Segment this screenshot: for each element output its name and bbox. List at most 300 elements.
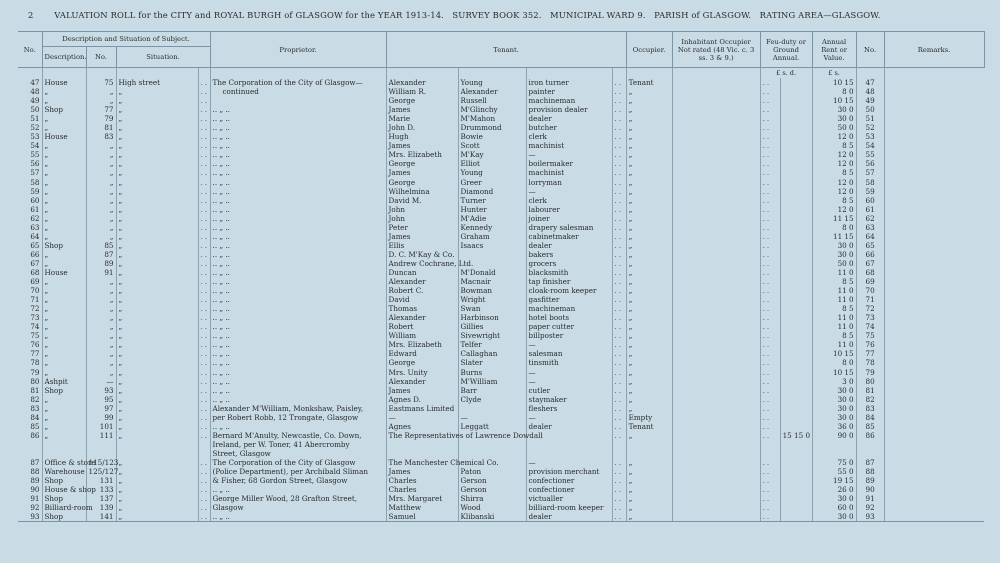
table-cell [672,187,760,196]
table-cell [672,214,760,223]
table-cell [884,440,984,449]
table-cell: Graham [458,232,526,241]
table-cell [672,105,760,114]
table-cell: „ [626,178,672,187]
table-cell: .. [612,87,626,96]
table-cell [780,241,812,250]
table-cell: „ [42,277,86,286]
col-proprietor: Proprietor. [210,32,386,68]
table-cell: „ [116,458,198,467]
table-cell: 53 [856,132,884,141]
table-cell: 8 5 [812,141,856,150]
table-cell [780,141,812,150]
col-description: Description. [42,47,86,68]
table-cell: .. „ .. [210,150,386,159]
table-cell: 66 [856,250,884,259]
table-cell: 10 15 [812,349,856,358]
table-cell [884,485,984,494]
table-cell: painter [526,87,612,96]
table-cell: Hugh [386,132,458,141]
table-cell: John [386,205,458,214]
table-cell: „ [86,87,116,96]
table-cell: 10 15 [812,78,856,87]
table-cell: „ [116,476,198,485]
table-cell: William [386,331,458,340]
table-cell [116,440,198,449]
table-cell [780,232,812,241]
table-cell: „ [626,358,672,367]
table-cell: .. [198,114,210,123]
table-cell [780,223,812,232]
table-row [18,223,984,232]
table-cell: „ [86,313,116,322]
table-cell: labourer [526,205,612,214]
table-cell: 48 [30,87,40,97]
table-cell [780,250,812,259]
col-rent: Annual Rent or Value. [812,32,856,68]
table-cell: .. [760,286,780,295]
table-cell: Telfer [458,340,526,349]
table-cell [884,241,984,250]
table-cell: .. [612,268,626,277]
table-cell [812,449,856,458]
table-cell: 30 0 [812,404,856,413]
table-cell [884,259,984,268]
table-cell: Mrs. Elizabeth [386,340,458,349]
table-cell: „ [626,196,672,205]
table-cell: Callaghan [458,349,526,358]
table-cell: „ [626,268,672,277]
table-cell: Drummond [458,123,526,132]
table-cell: 85 [86,241,116,250]
table-cell: Agnes [386,422,458,431]
col-no: No. [18,32,42,68]
table-cell: 71 [856,295,884,304]
table-cell: Greer [458,178,526,187]
table-cell: .. [198,132,210,141]
table-cell: 61 [856,205,884,214]
table-cell [884,232,984,241]
table-cell: „ [116,105,198,114]
table-cell [672,141,760,150]
table-cell: „ [116,132,198,141]
table-cell [672,449,760,458]
table-cell: 133 [86,485,116,494]
table-cell [780,105,812,114]
table-cell [672,467,760,476]
table-cell: .. [760,386,780,395]
table-cell: 74 [856,322,884,331]
table-cell [780,422,812,431]
table-cell: confectioner [526,485,612,494]
table-cell: 125/127 [86,467,116,476]
table-cell [780,132,812,141]
table-cell: „ [626,313,672,322]
table-cell: 51 [856,114,884,123]
table-cell: 93 [18,512,42,522]
table-cell: 63 [30,222,40,232]
table-cell: M'Glinchy [458,105,526,114]
table-cell: 79 [86,114,116,123]
table-cell: „ [116,431,198,440]
table-cell: blacksmith [526,268,612,277]
table-cell: .. [612,304,626,313]
table-row [18,241,984,250]
table-cell [780,331,812,340]
table-cell: Robert [386,322,458,331]
table-cell: 60 0 [812,503,856,512]
table-cell: boilermaker [526,159,612,168]
table-cell [780,214,812,223]
table-cell: „ [626,132,672,141]
table-cell: 8 5 [812,196,856,205]
table-cell: 51 [30,114,40,124]
table-cell: M'Mahon [458,114,526,123]
table-cell: Shop [42,494,86,503]
table-cell: .. [760,476,780,485]
table-cell [780,395,812,404]
table-cell: „ [116,386,198,395]
table-cell: .. [760,78,780,87]
table-cell: .. [760,313,780,322]
table-cell [760,440,780,449]
table-cell [780,485,812,494]
table-cell: Wood [458,503,526,512]
table-cell [626,449,672,458]
table-cell: fleshers [526,404,612,413]
table-cell: „ [116,313,198,322]
table-row [18,512,984,522]
table-cell [884,205,984,214]
table-cell: .. [198,340,210,349]
table-cell: .. [612,105,626,114]
table-cell [780,494,812,503]
table-cell: .. [760,268,780,277]
table-cell: 69 [30,277,40,287]
table-cell: .. [760,250,780,259]
table-cell: 93 [856,512,884,522]
table-cell: .. [760,494,780,503]
table-cell: „ [42,178,86,187]
table-cell: confectioner [526,476,612,485]
table-cell: „ [116,268,198,277]
table-cell [780,295,812,304]
table-cell: Shirra [458,494,526,503]
table-cell: „ [42,349,86,358]
table-cell: 56 [30,159,40,169]
table-cell [198,449,210,458]
table-cell [780,322,812,331]
table-cell: .. [612,485,626,494]
table-cell: .. [760,105,780,114]
table-cell: 8 5 [812,168,856,177]
table-cell: Paton [458,467,526,476]
table-cell: .. [612,476,626,485]
table-cell: .. [198,277,210,286]
table-cell: drapery salesman [526,223,612,232]
table-cell: 77 [856,349,884,358]
table-cell: „ [42,150,86,159]
table-cell [386,440,458,449]
table-cell: Turner [458,196,526,205]
table-cell: paper cutter [526,322,612,331]
parish: PARISH of GLASGOW. [654,10,752,20]
table-cell: 49 [30,96,40,106]
table-cell [884,223,984,232]
table-cell [884,386,984,395]
table-cell: cloak-room keeper [526,286,612,295]
table-cell: „ [626,241,672,250]
table-cell: Duncan [386,268,458,277]
table-cell: 59 [856,187,884,196]
table-cell: .. „ .. [210,132,386,141]
table-cell: .. [612,322,626,331]
table-row [18,349,984,358]
table-row [18,250,984,259]
table-cell [86,449,116,458]
table-cell: .. [198,123,210,132]
table-cell [458,250,526,259]
table-cell [884,159,984,168]
table-cell: „ [116,223,198,232]
table-cell: .. [198,395,210,404]
table-cell: .. [198,141,210,150]
table-cell [458,404,526,413]
table-cell [884,277,984,286]
table-cell: Glasgow [210,503,386,512]
table-cell: „ [116,286,198,295]
col-description-group: Description and Situation of Subject. [42,32,210,47]
table-cell [386,449,458,458]
table-cell [672,331,760,340]
table-cell: .. [760,114,780,123]
table-cell: Bowman [458,286,526,295]
table-cell: 12 0 [812,178,856,187]
table-cell [780,386,812,395]
table-cell: Swan [458,304,526,313]
table-cell: „ [42,304,86,313]
table-cell: „ [86,232,116,241]
table-cell: Harbinson [458,313,526,322]
table-cell: .. [198,223,210,232]
table-cell: Ireland, per W. Toner, 41 Abercromby [210,440,386,449]
table-cell [526,440,612,449]
table-cell: .. „ .. [210,178,386,187]
table-cell: „ [42,168,86,177]
table-cell [884,431,984,440]
table-cell [884,178,984,187]
table-cell: Eastmans Limited [386,404,458,413]
table-cell: provision merchant [526,467,612,476]
table-cell: „ [626,205,672,214]
table-cell: .. [760,503,780,512]
table-cell [672,168,760,177]
table-cell: „ [42,187,86,196]
table-cell [672,512,760,522]
table-cell: .. [760,159,780,168]
table-row [18,449,984,458]
table-cell [780,413,812,422]
table-cell: 26 0 [812,485,856,494]
table-cell: .. [760,467,780,476]
table-cell: 88 [856,467,884,476]
table-cell: .. „ .. [210,205,386,214]
table-cell: machineman [526,304,612,313]
table-cell: .. [612,187,626,196]
table-row [18,178,984,187]
table-cell: James [386,105,458,114]
table-cell: machinist [526,141,612,150]
table-cell: 8 5 [812,277,856,286]
table-cell [780,503,812,512]
table-cell: „ [116,395,198,404]
table-cell: 52 [856,123,884,132]
table-cell: Robert C. [386,286,458,295]
table-cell [672,178,760,187]
table-cell [672,485,760,494]
table-cell [884,123,984,132]
table-cell: victualler [526,494,612,503]
table-cell: Gerson [458,476,526,485]
table-cell: „ [626,512,672,522]
table-cell: .. „ .. [210,123,386,132]
table-cell: „ [86,286,116,295]
table-cell [672,87,760,96]
table-cell: .. „ .. [210,368,386,377]
table-cell: .. [612,150,626,159]
table-cell: „ [42,404,86,413]
table-cell: .. [198,159,210,168]
table-cell: .. „ .. [210,277,386,286]
table-cell [672,413,760,422]
table-cell: House [42,268,86,277]
table-cell [672,259,760,268]
table-cell [780,404,812,413]
table-cell: .. „ .. [210,331,386,340]
table-cell: „ [116,114,198,123]
table-cell: 79 [30,367,40,377]
table-cell [672,150,760,159]
table-cell: „ [86,340,116,349]
table-cell [612,440,626,449]
table-cell [884,476,984,485]
table-cell: 86 [30,430,40,440]
municipal-ward: MUNICIPAL WARD 9. [550,10,646,20]
table-cell: .. [198,250,210,259]
table-cell [780,358,812,367]
table-row [18,331,984,340]
table-cell: 54 [30,141,40,151]
table-cell [884,150,984,159]
table-cell: butcher [526,123,612,132]
table-cell: Alexander [458,87,526,96]
table-cell: 53 [30,132,40,142]
table-cell: .. „ .. [210,286,386,295]
table-cell: 36 0 [812,422,856,431]
table-cell: 89 [86,259,116,268]
table-cell [672,96,760,105]
table-cell: „ [116,377,198,386]
table-cell: Mrs. Margaret [386,494,458,503]
table-cell: .. [612,313,626,322]
table-cell: .. [198,386,210,395]
table-cell [884,105,984,114]
table-cell: 10 15 [812,96,856,105]
table-cell: .. [612,214,626,223]
table-cell: 91 [30,494,40,504]
table-cell: Alexander [386,277,458,286]
table-cell: (Police Department), per Archibald Sliman [210,467,386,476]
table-cell [780,512,812,522]
table-cell: „ [42,431,86,440]
table-cell: .. [612,431,626,440]
table-cell [672,322,760,331]
table-cell: continued [210,87,386,96]
table-cell: 8 0 [812,87,856,96]
table-cell [672,458,760,467]
table-cell: .. [198,413,210,422]
table-cell: 30 0 [812,395,856,404]
table-cell: Bowie [458,132,526,141]
table-cell [42,449,86,458]
table-cell: George Miller Wood, 28 Grafton Street, [210,494,386,503]
table-cell: Wright [458,295,526,304]
table-row [18,295,984,304]
table-cell: 58 [30,177,40,187]
table-cell: .. „ .. [210,485,386,494]
table-cell: 8 5 [812,331,856,340]
table-cell: .. [612,458,626,467]
table-cell [672,494,760,503]
table-cell [884,313,984,322]
table-cell: 95 [86,395,116,404]
table-cell: .. „ .. [210,114,386,123]
table-cell [884,413,984,422]
table-cell [612,449,626,458]
table-cell: 12 0 [812,132,856,141]
table-cell: .. [198,105,210,114]
table-cell [780,150,812,159]
table-cell [884,494,984,503]
table-row [18,440,984,449]
table-cell: „ [86,358,116,367]
table-row [18,322,984,331]
table-cell: Shop [42,105,86,114]
table-row [18,494,984,503]
table-cell [884,268,984,277]
table-cell [780,368,812,377]
table-cell: 99 [86,413,116,422]
table-cell [884,358,984,367]
table-cell: 80 [856,377,884,386]
table-cell: M'Adie [458,214,526,223]
table-cell: Marie [386,114,458,123]
table-cell: 101 [86,422,116,431]
table-cell: Alexander [386,313,458,322]
table-cell [780,187,812,196]
table-cell: 78 [856,358,884,367]
table-cell: 115/123 [86,458,116,467]
table-cell [884,377,984,386]
table-row [18,196,984,205]
table-cell: 59 [30,186,40,196]
table-cell: „ [626,304,672,313]
table-cell: 50 [856,105,884,114]
table-row [18,503,984,512]
table-cell: „ [116,250,198,259]
table-row [18,187,984,196]
table-cell [884,286,984,295]
